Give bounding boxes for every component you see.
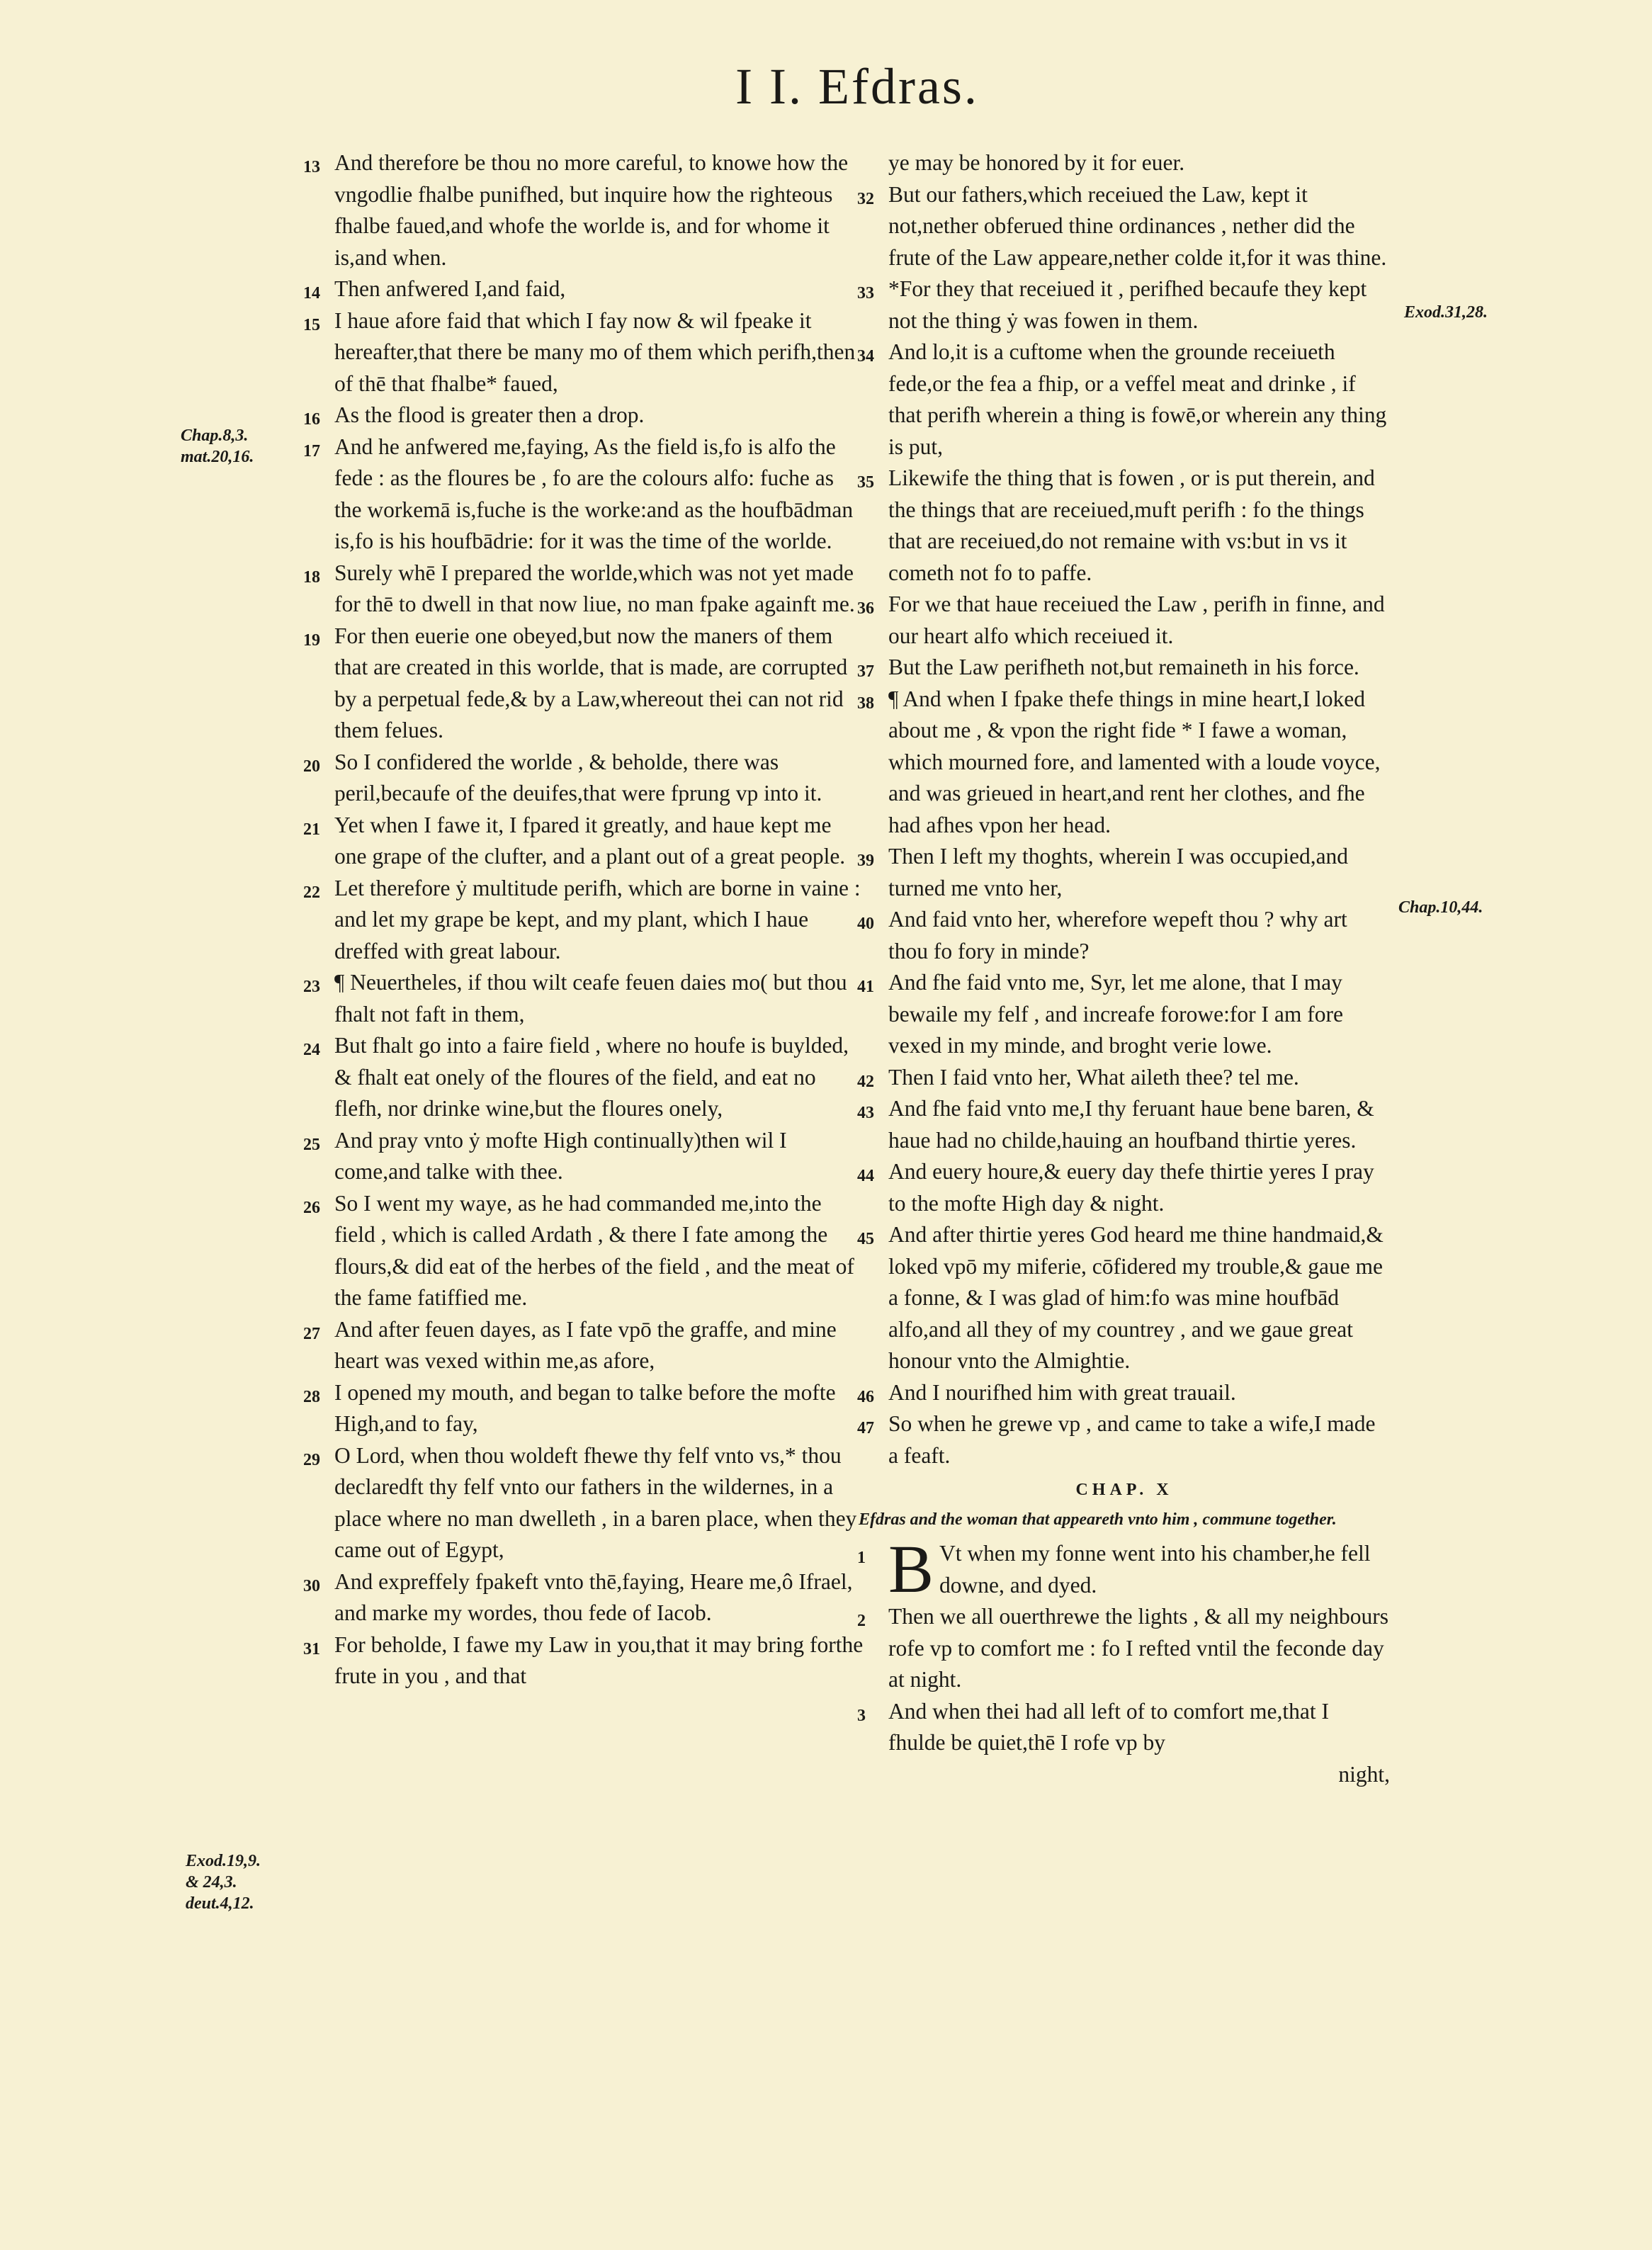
verse-text: I haue afore faid that which I fay now & wil fpeake it hereafter,that there be many mo of them which perifh,then of thē that fhalbe* faued, bbox=[334, 307, 856, 396]
verse-number: 44 bbox=[857, 1167, 874, 1185]
verse bbox=[305, 1125, 864, 1188]
verse-number: 23 bbox=[303, 978, 320, 996]
verse bbox=[305, 1377, 864, 1440]
catchword: night, bbox=[1338, 1761, 1390, 1787]
chapter-summary: Efdras and the woman that appeareth vnto him , commune together. bbox=[859, 1510, 1337, 1529]
verse-number: 35 bbox=[857, 473, 874, 492]
verse-number: 31 bbox=[303, 1639, 320, 1658]
left-column bbox=[305, 147, 864, 1692]
verse bbox=[305, 1188, 864, 1314]
verse-text: ye may be honored by it for euer. bbox=[888, 150, 1185, 175]
verse bbox=[305, 431, 864, 558]
verse-text: But our fathers,which receiued the Law, kept it not,nether obferued thine ordinances , nether did the frute of the Law appeare,nether colde it,for it was thine. bbox=[888, 181, 1387, 270]
verse-number: 13 bbox=[303, 158, 320, 176]
verse-number: 27 bbox=[303, 1324, 320, 1343]
verse-text: For we that haue receiued the Law , perifh in finne, and our heart alfo which receiued it. bbox=[888, 592, 1385, 648]
verse-text: Then anfwered I,and faid, bbox=[334, 276, 566, 301]
verse-text: Then I faid vnto her, What aileth thee? tel me. bbox=[888, 1064, 1299, 1090]
page-title: I I. Efdras. bbox=[735, 58, 979, 115]
verse-number: 32 bbox=[857, 189, 874, 208]
margin-note-line: mat.20,16. bbox=[181, 448, 254, 466]
verse-number: 37 bbox=[857, 662, 874, 681]
verse-text: And euery houre,& euery day thefe thirtie yeres I pray to the mofte High day & night. bbox=[888, 1159, 1374, 1216]
verse-text: ¶ And when I fpake thefe things in mine heart,I loked about me , & vpon the right fide * I fawe a woman, which mourned fore, and lamented with a loude voyce, and was grieued in heart,and rent her clothes, and fhe had afhes vpon her head. bbox=[888, 686, 1381, 837]
drop-cap: B bbox=[888, 1531, 934, 1607]
verse-text: And faid vnto her, wherefore wepeft thou ? why art thou fo fory in minde? bbox=[888, 907, 1347, 963]
verse-number: 19 bbox=[303, 631, 320, 650]
verse-text: And I nourifhed him with great trauail. bbox=[888, 1379, 1236, 1405]
verse-text: For then euerie one obeyed,but now the maners of them that are created in this worlde, that is made, are corrupted by a perpetual fede,& by a Law,whereout thei can not rid them felues. bbox=[334, 623, 848, 742]
verse-number: 43 bbox=[857, 1104, 874, 1122]
verse-text: So when he grewe vp , and came to take a wife,I made a feaft. bbox=[888, 1411, 1376, 1468]
verse bbox=[859, 1093, 1390, 1156]
verse-number: 26 bbox=[303, 1198, 320, 1217]
verse-number: 30 bbox=[303, 1576, 320, 1595]
verse-number: 25 bbox=[303, 1135, 320, 1154]
verse bbox=[859, 1408, 1390, 1471]
verse-number: 20 bbox=[303, 757, 320, 776]
verse bbox=[859, 1696, 1390, 1759]
verse bbox=[859, 273, 1390, 337]
verse bbox=[859, 1156, 1390, 1219]
verse-text: For beholde, I fawe my Law in you,that it may bring forthe frute in you , and that bbox=[334, 1632, 864, 1688]
verse bbox=[859, 147, 1390, 179]
verse-text: And fhe faid vnto me, Syr, let me alone, that I may bewaile my felf , and increafe forowe:for I am fore vexed in my minde, and broght verie lowe. bbox=[888, 970, 1343, 1058]
verse bbox=[859, 179, 1390, 274]
verse-text: O Lord, when thou woldeft fhewe thy felf vnto vs,* thou declaredft thy felf vnto our fathers in the wildernes, in a place where no man dwelleth , in a baren place, when they came out of Egypt, bbox=[334, 1442, 857, 1562]
verse-text: Likewife the thing that is fowen , or is put therein, and the things that are receiued,muft perifh : fo the things that are receiued,do not remaine with vs:but in vs it cometh not fo to paffe. bbox=[888, 465, 1375, 585]
verse-text: And therefore be thou no more careful, to knowe how the vngodlie fhalbe punifhed, but inquire how the righteous fhalbe faued,and whofe the worlde is, and for whome it is,and when. bbox=[334, 150, 849, 270]
verse-number: 34 bbox=[857, 347, 874, 366]
verse-text: And expreffely fpakeft vnto thē,faying, Heare me,ô Ifrael, and marke my wordes, thou fede of Iacob. bbox=[334, 1568, 853, 1625]
margin-note-line: Exod.31,28. bbox=[1404, 303, 1488, 322]
verse-number: 42 bbox=[857, 1072, 874, 1091]
verse-text: As the flood is greater then a drop. bbox=[334, 402, 645, 427]
verse bbox=[305, 1566, 864, 1629]
verse-text: And after thirtie yeres God heard me thine handmaid,& loked vpō my miferie, cōfidered my trouble,& gaue me a fonne, & I was glad of him:fo was mine houfbād alfo,and all they of my countrey , and we gaue great honour vnto the Almightie. bbox=[888, 1222, 1384, 1373]
verse-text: But the Law perifheth not,but remaineth in his force. bbox=[888, 655, 1359, 679]
verse-text: So I confidered the worlde , & beholde, there was peril,becaufe of the deuifes,that were fprung vp into it. bbox=[334, 749, 822, 805]
verse bbox=[305, 621, 864, 747]
verse-text: Then we all ouerthrewe the lights , & all my neighbours rofe vp to comfort me : fo I refted vntil the feconde day at night. bbox=[888, 1604, 1388, 1692]
verse-text: And lo,it is a cuftome when the grounde receiueth fede,or the fea a fhip, or a veffel meat and drinke , if that perifh wherein a thing is fowē,or wherein any thing is put, bbox=[888, 339, 1387, 459]
verse-text: Yet when I fawe it, I fpared it greatly, and haue kept me one grape of the clufter, and a plant out of a great people. bbox=[334, 812, 846, 869]
verse-text: So I went my waye, as he had commanded me,into the field , which is called Ardath , & there I fate among the flours,& did eat of the herbes of the field , and the meat of the fame fatiffied me. bbox=[334, 1190, 854, 1310]
verse-number: 18 bbox=[303, 567, 320, 587]
verse-number: 36 bbox=[857, 599, 874, 618]
verse-number: 41 bbox=[857, 978, 874, 996]
margin-note-left-2 bbox=[186, 1850, 261, 1914]
verse-text: But fhalt go into a faire field , where no houfe is buylded, & fhalt eat onely of the floures of the field, and eat no flefh, nor drinke wine,but the floures onely, bbox=[334, 1033, 849, 1121]
verse bbox=[857, 1531, 1390, 1607]
verse bbox=[305, 1440, 864, 1566]
verse-number: 40 bbox=[857, 915, 874, 933]
verse bbox=[859, 904, 1390, 967]
margin-note-right-2 bbox=[1398, 897, 1483, 918]
verse-number: 29 bbox=[303, 1450, 320, 1469]
verse bbox=[859, 652, 1390, 684]
verse-number: 16 bbox=[303, 410, 320, 429]
verse bbox=[305, 1629, 864, 1692]
verse-number: 33 bbox=[857, 284, 874, 303]
verse-text: Let therefore ẏ multitude perifh, which are borne in vaine : and let my grape be kept, and my plant, which I haue dreffed with great labour. bbox=[334, 875, 861, 963]
verse bbox=[859, 337, 1390, 463]
verse-text: And fhe faid vnto me,I thy feruant haue bene baren, & haue had no childe,hauing an houfband thirtie yeres. bbox=[888, 1096, 1374, 1153]
verse bbox=[305, 558, 864, 621]
verse bbox=[305, 1314, 864, 1377]
verse-number: 45 bbox=[857, 1230, 874, 1248]
verse-number: 17 bbox=[303, 441, 320, 460]
verse-text: *For they that receiued it , perifhed becaufe they kept not the thing ẏ was fowen in them. bbox=[888, 276, 1367, 333]
verse-number: 3 bbox=[857, 1706, 866, 1725]
verse-text: ¶ Neuertheles, if thou wilt ceafe feuen daies mo( but thou fhalt not faft in them, bbox=[334, 970, 847, 1027]
margin-note-left-1 bbox=[181, 425, 254, 468]
verse bbox=[859, 967, 1390, 1062]
verse-number: 14 bbox=[303, 284, 320, 303]
verse bbox=[305, 967, 864, 1030]
verse bbox=[859, 1219, 1390, 1377]
verse-text: Surely whē I prepared the worlde,which was not yet made for thē to dwell in that now liue, no man fpake againft me. bbox=[334, 560, 855, 616]
margin-note-line: deut.4,12. bbox=[186, 1894, 254, 1913]
verse-number: 22 bbox=[303, 883, 320, 902]
verse bbox=[859, 1601, 1390, 1696]
verse-number: 24 bbox=[303, 1041, 320, 1059]
verse-number: 15 bbox=[303, 315, 320, 334]
verse bbox=[305, 873, 864, 968]
margin-note-line: Chap.10,44. bbox=[1398, 898, 1483, 917]
verse bbox=[305, 747, 864, 810]
verse-text: Vt when my fonne went into his chamber,he fell downe, and dyed. bbox=[939, 1541, 1371, 1598]
verse bbox=[305, 810, 864, 873]
verse bbox=[859, 684, 1390, 842]
verse-text: Then I left my thoghts, wherein I was occupied,and turned me vnto her, bbox=[888, 844, 1349, 900]
verse bbox=[859, 1062, 1390, 1094]
margin-note-line: Exod.19,9. bbox=[186, 1852, 261, 1870]
verse bbox=[859, 463, 1390, 589]
verse bbox=[305, 273, 864, 305]
verse-text: And pray vnto ẏ mofte High continually)then wil I come,and talke with thee. bbox=[334, 1127, 787, 1184]
verse bbox=[859, 1377, 1390, 1409]
verse bbox=[859, 841, 1390, 904]
verse-number: 28 bbox=[303, 1387, 320, 1406]
verse-text: I opened my mouth, and began to talke before the mofte High,and to fay, bbox=[334, 1379, 836, 1436]
verse bbox=[305, 400, 864, 431]
verse-text: And when thei had all left of to comfort me,that I fhulde be quiet,thē I rofe vp by bbox=[888, 1698, 1329, 1755]
verse-text: And after feuen dayes, as I fate vpō the graffe, and mine heart was vexed within me,as afore, bbox=[334, 1316, 837, 1373]
chapter-heading: CHAP. X bbox=[1075, 1481, 1173, 1499]
verse-number: 46 bbox=[857, 1387, 874, 1406]
verse bbox=[305, 1030, 864, 1125]
verse-number: 47 bbox=[857, 1419, 874, 1437]
verse-number: 38 bbox=[857, 694, 874, 713]
verse bbox=[305, 147, 864, 273]
right-column bbox=[859, 147, 1390, 1790]
verse-number: 39 bbox=[857, 852, 874, 870]
margin-note-right-1 bbox=[1404, 302, 1488, 323]
verse bbox=[305, 305, 864, 400]
margin-note-line: Chap.8,3. bbox=[181, 426, 249, 445]
verse-text: And he anfwered me,faying, As the field is,fo is alfo the fede : as the floures be , fo are the colours alfo: fuche as the workemā is,fuche is the worke:and as the houfbādman is,fo is his houfbādrie: for it was the time of the worlde. bbox=[334, 434, 854, 553]
verse-number: 2 bbox=[857, 1612, 866, 1630]
verse bbox=[859, 589, 1390, 652]
verse-number: 1 bbox=[857, 1549, 866, 1567]
margin-note-line: & 24,3. bbox=[186, 1873, 237, 1892]
verse-number: 21 bbox=[303, 820, 320, 839]
